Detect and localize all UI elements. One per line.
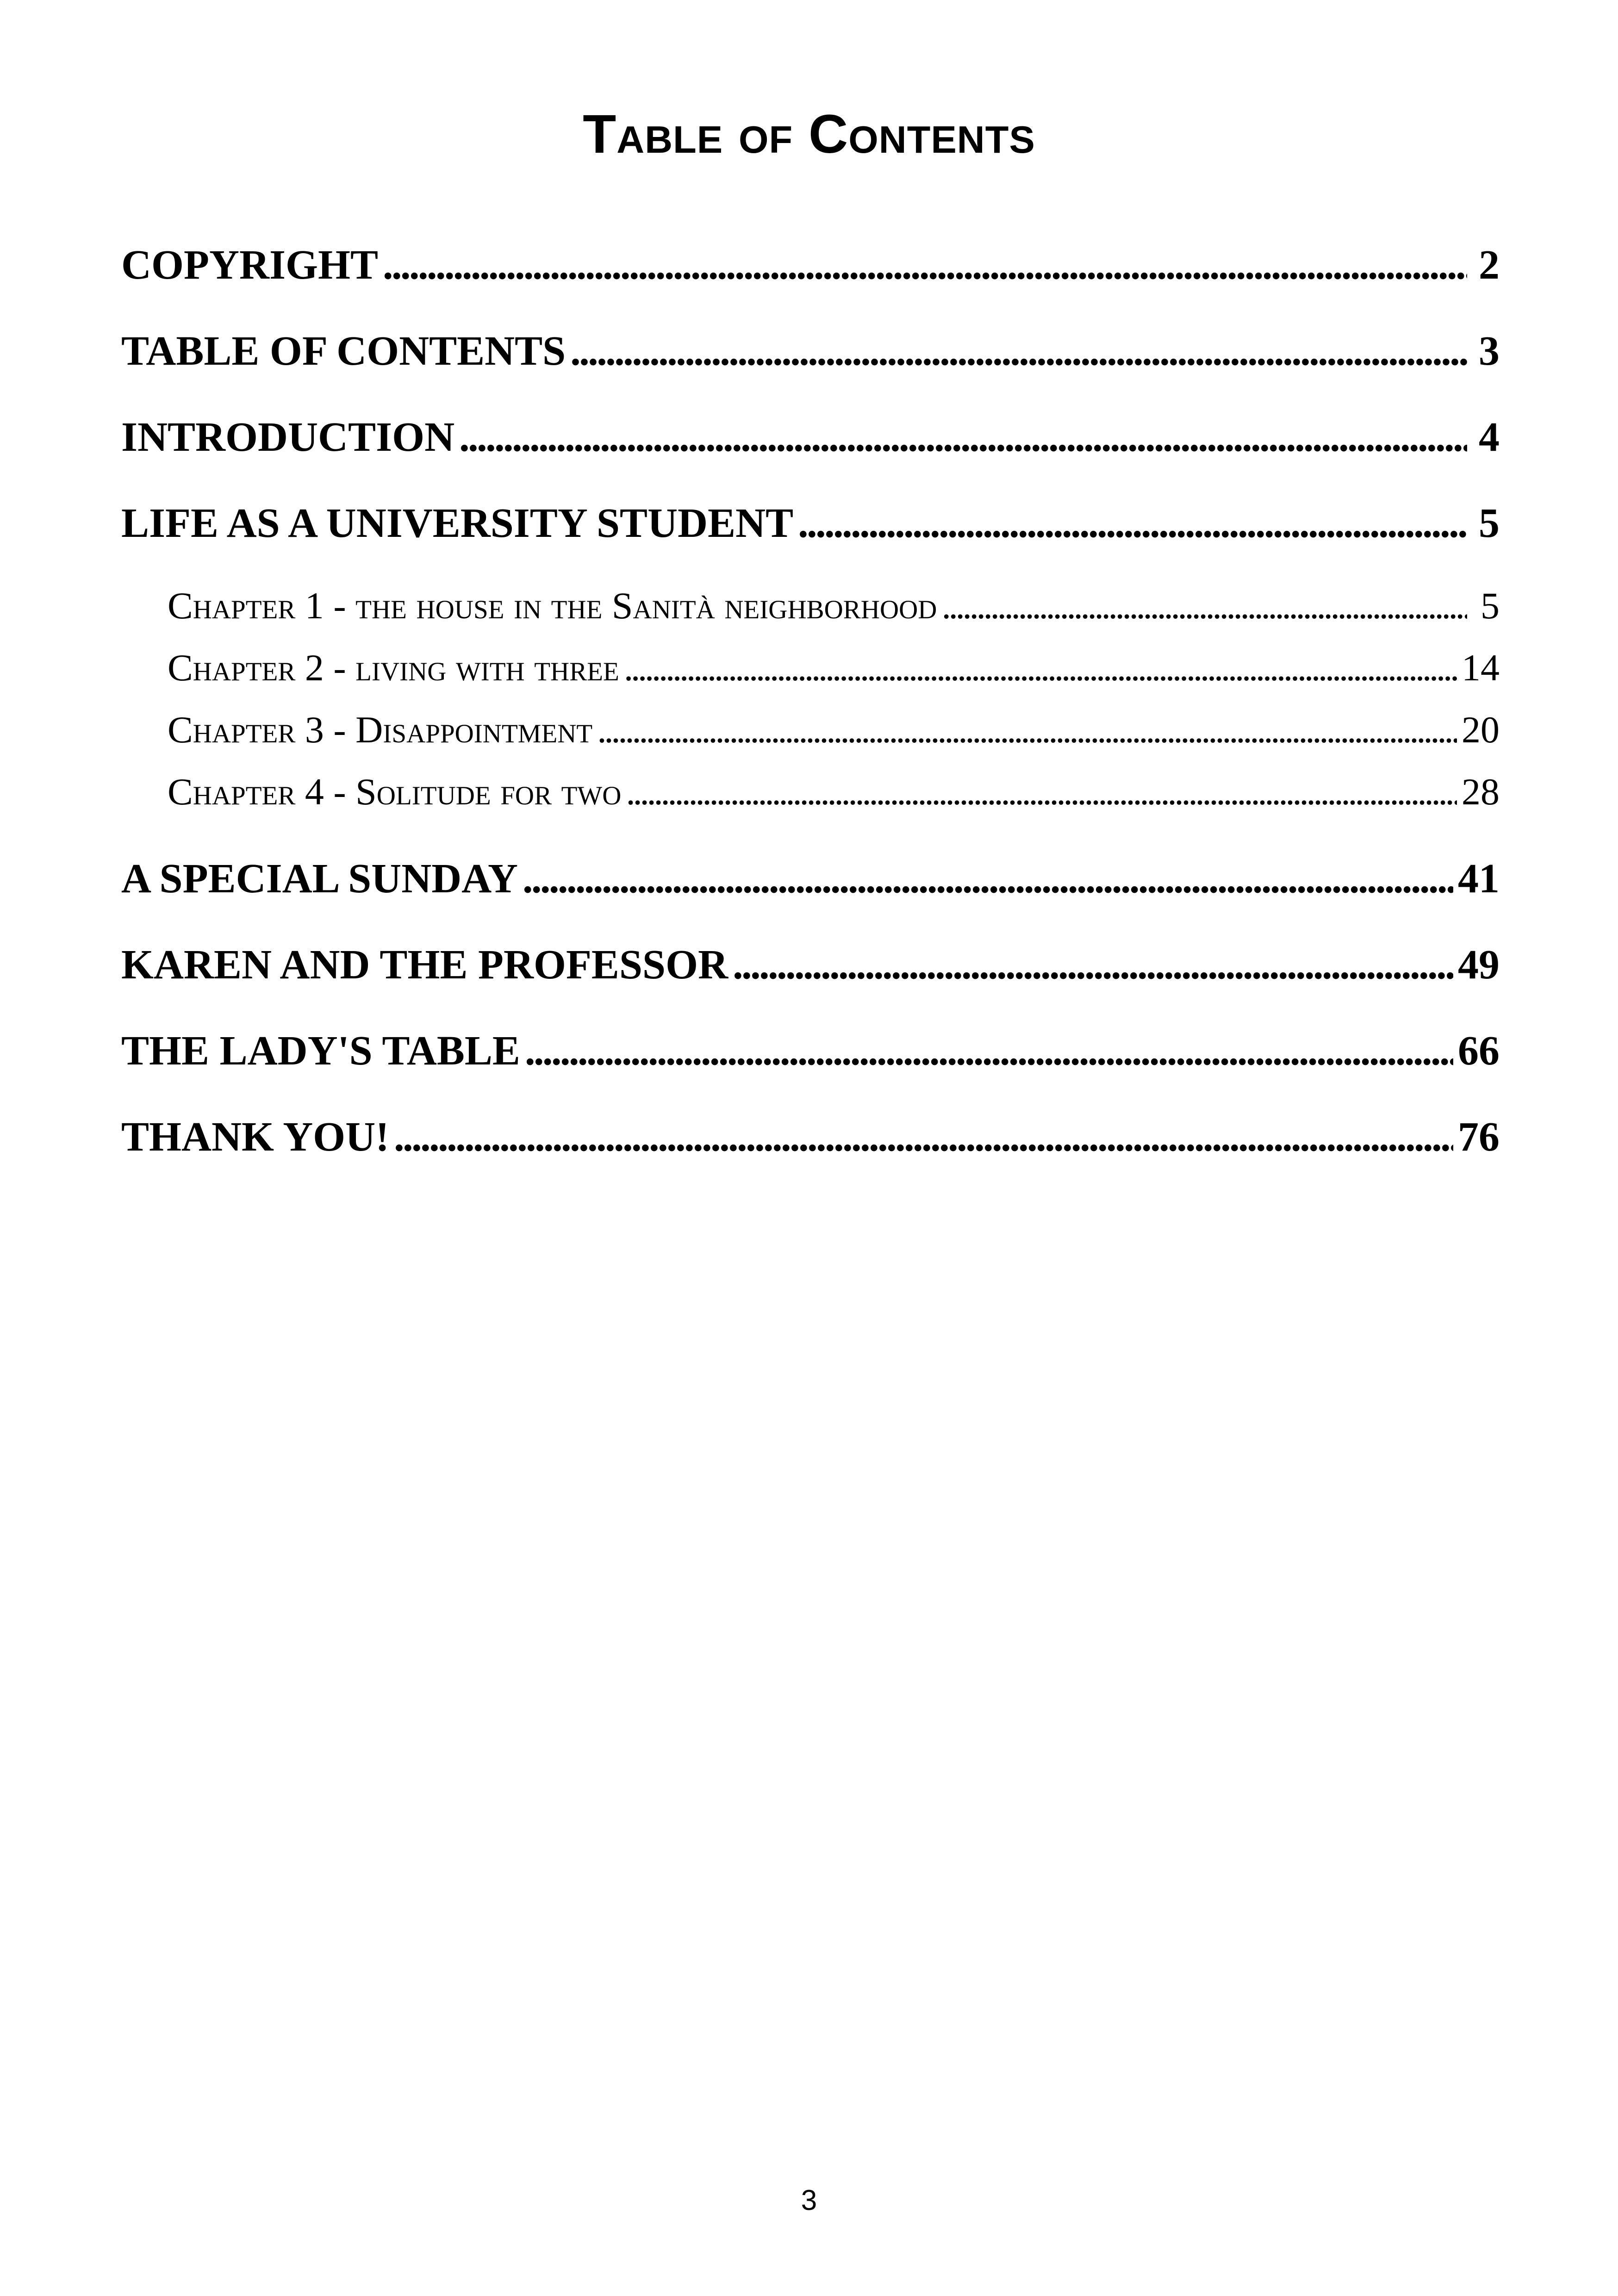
toc-entry-page: 41 [1458,856,1500,902]
toc-entry-page: 2 [1479,242,1500,288]
toc-entry-title: THANK YOU! [121,1114,390,1160]
toc-entry-title: LIFE AS A UNIVERSITY STUDENT [121,500,794,546]
dot-leader [570,308,1467,394]
page-title: Table of Contents [583,104,1035,165]
toc-entry-title: TABLE OF CONTENTS [121,328,566,374]
dot-leader [459,394,1467,480]
dot-leader [624,637,1457,699]
toc-entry-the-ladys-table[interactable] [121,1008,1500,1094]
toc-entry-title: KAREN AND THE PROFESSOR [121,942,728,988]
toc-entry-a-special-sunday[interactable] [121,836,1500,922]
dot-leader [626,761,1457,823]
toc-entry-introduction[interactable] [121,394,1500,480]
toc-entry-chapter-4[interactable] [121,761,1500,823]
dot-leader [383,222,1467,308]
toc-entry-page: 76 [1458,1114,1500,1160]
toc-entry-page: 4 [1479,414,1500,460]
dot-leader [733,922,1453,1008]
toc-entry-title: THE LADY'S TABLE [121,1028,520,1074]
toc-entry-life-as-a-university-student[interactable] [121,480,1500,566]
toc-entry-table-of-contents[interactable] [121,308,1500,394]
dot-leader [597,699,1457,761]
dot-leader [941,575,1467,637]
toc-entry-page: 66 [1458,1028,1500,1074]
toc-entry-karen-and-the-professor[interactable] [121,922,1500,1008]
dot-leader [523,836,1453,922]
dot-leader [525,1008,1453,1094]
toc-entry-title: Chapter 2 - living with three [168,647,619,689]
toc-entry-title: Chapter 1 - the house in the Sanità neighborhood [168,585,937,627]
toc-entry-copyright[interactable] [121,222,1500,308]
toc-entry-page: 28 [1462,771,1500,813]
page-number: 3 [801,2184,817,2216]
toc-entry-title: INTRODUCTION [121,414,455,460]
toc-entry-title: A SPECIAL SUNDAY [121,856,518,902]
dot-leader [798,480,1467,566]
table-of-contents [121,222,1500,1180]
toc-entry-page: 20 [1462,709,1500,751]
toc-entry-title: Chapter 3 - Disappointment [168,709,593,751]
toc-entry-page: 3 [1479,328,1500,374]
dot-leader [394,1094,1453,1180]
toc-entry-chapter-2[interactable] [121,637,1500,699]
toc-entry-page: 5 [1481,585,1500,627]
toc-entry-chapter-3[interactable] [121,699,1500,761]
toc-entry-thank-you[interactable] [121,1094,1500,1180]
toc-entry-page: 14 [1462,647,1500,689]
toc-entry-page: 5 [1479,500,1500,546]
toc-entry-title: COPYRIGHT [121,242,379,288]
toc-entry-page: 49 [1458,942,1500,988]
toc-entry-title: Chapter 4 - Solitude for two [168,771,622,813]
toc-entry-chapter-1[interactable] [121,575,1500,637]
